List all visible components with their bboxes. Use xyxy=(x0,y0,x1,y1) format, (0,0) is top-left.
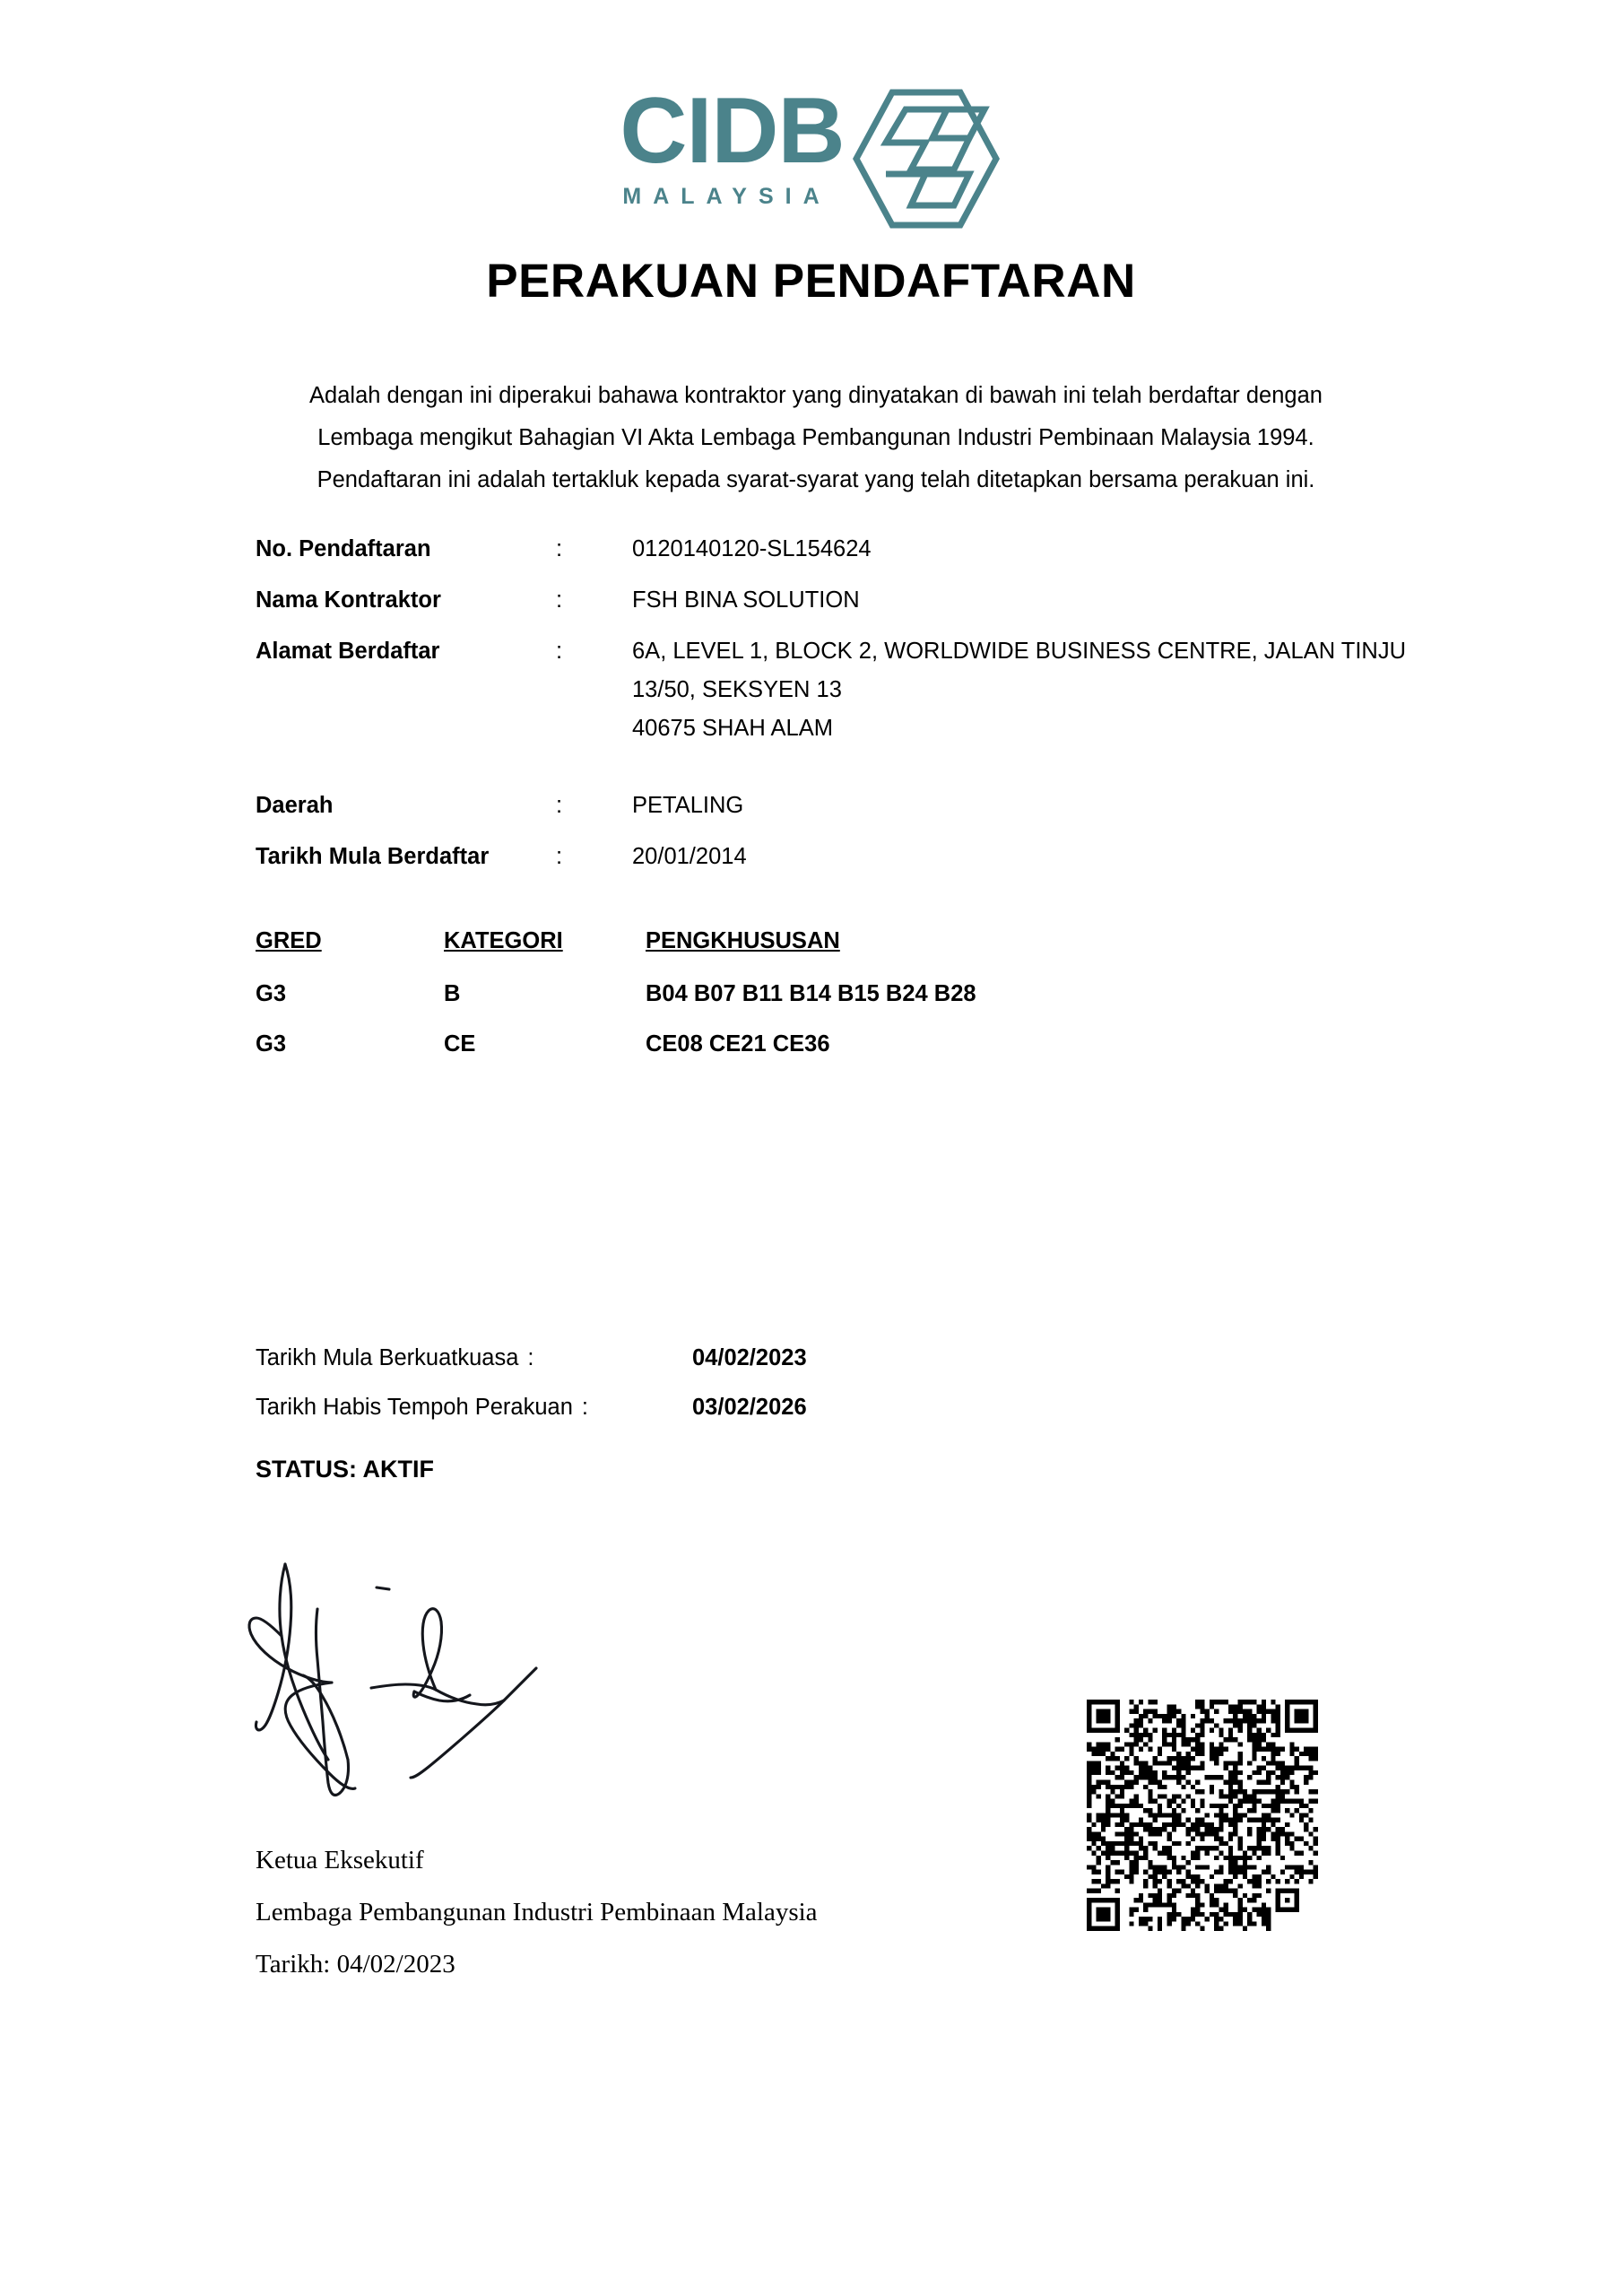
table-header-row xyxy=(256,928,1152,981)
label-registered-address: Alamat Berdaftar xyxy=(256,639,440,664)
field-row-effective-date xyxy=(256,1345,1242,1371)
qr-code-image xyxy=(1087,1700,1318,1931)
field-row-registration-start-date xyxy=(256,841,1448,872)
address-line-1: 6A, LEVEL 1, BLOCK 2, WORLDWIDE BUSINESS CENTRE, JALAN TINJU xyxy=(632,639,1406,664)
intro-line-1: Adalah dengan ini diperakui bahawa kontraktor yang dinyatakan di bawah ini telah berdaftar dengan xyxy=(309,383,1323,408)
colon-registered-address: : xyxy=(556,639,563,664)
status-badge: STATUS: AKTIF xyxy=(256,1456,434,1483)
address-line-2: 13/50, SEKSYEN 13 xyxy=(632,677,842,702)
logo-wordmark: CIDB xyxy=(620,79,845,183)
cell-pengkhususan: CE08 CE21 CE36 xyxy=(646,1031,830,1057)
colon-contractor-name: : xyxy=(556,587,563,613)
column-header-kategori: KATEGORI xyxy=(444,928,563,953)
column-header-gred: GRED xyxy=(256,928,322,953)
cell-gred: G3 xyxy=(256,1031,287,1057)
cidb-hexagon-h-icon xyxy=(850,87,1002,235)
cell-kategori: CE xyxy=(444,1031,476,1057)
cidb-logo xyxy=(0,79,1622,235)
signatory-block xyxy=(256,1834,818,1990)
cell-pengkhususan: B04 B07 B11 B14 B15 B24 B28 xyxy=(646,981,976,1006)
colon-district: : xyxy=(556,793,563,818)
table-row xyxy=(256,1031,1152,1082)
validity-section xyxy=(256,1345,1242,1444)
value-registration-no: 0120140120-SL154624 xyxy=(632,536,872,561)
logo-subtitle: MALAYSIA xyxy=(622,183,831,209)
field-row-expiry-date xyxy=(256,1395,1242,1421)
colon-effective-date: : xyxy=(527,1345,534,1370)
page-title: PERAKUAN PENDAFTARAN xyxy=(486,255,1136,308)
colon-registration-no: : xyxy=(556,536,563,561)
cell-gred: G3 xyxy=(256,981,287,1006)
field-spacer xyxy=(256,772,1448,790)
label-district: Daerah xyxy=(256,793,334,818)
label-registration-start-date: Tarikh Mula Berdaftar xyxy=(256,844,490,869)
table-row xyxy=(256,981,1152,1031)
label-registration-no: No. Pendaftaran xyxy=(256,536,431,561)
intro-line-2: Lembaga mengikut Bahagian VI Akta Lembaga Pembangunan Industri Pembinaan Malaysia 1994. xyxy=(317,425,1314,450)
field-row-contractor-name xyxy=(256,585,1448,615)
address-line-3: 40675 SHAH ALAM xyxy=(632,716,833,741)
value-district: PETALING xyxy=(632,793,744,818)
value-effective-date: 04/02/2023 xyxy=(692,1345,807,1370)
column-header-pengkhususan: PENGKHUSUSAN xyxy=(646,928,840,953)
signatory-position: Ketua Eksekutif xyxy=(256,1846,424,1874)
label-contractor-name: Nama Kontraktor xyxy=(256,587,441,613)
label-effective-date: Tarikh Mula Berkuatkuasa xyxy=(256,1345,519,1370)
signatory-organisation: Lembaga Pembangunan Industri Pembinaan Malaysia xyxy=(256,1898,818,1926)
intro-line-3: Pendaftaran ini adalah tertakluk kepada syarat-syarat yang telah ditetapkan bersama perakuan ini. xyxy=(317,467,1315,492)
signatory-date: Tarikh: 04/02/2023 xyxy=(256,1950,455,1979)
field-row-district xyxy=(256,790,1448,821)
grade-table xyxy=(256,928,1152,1082)
value-registered-address xyxy=(632,636,1448,752)
value-expiry-date: 03/02/2026 xyxy=(692,1395,807,1420)
signature-mark xyxy=(235,1525,558,1821)
registration-details xyxy=(256,534,1448,892)
verification-qr-code xyxy=(1087,1700,1318,1931)
cell-kategori: B xyxy=(444,981,461,1006)
intro-paragraph xyxy=(260,375,1372,501)
value-contractor-name: FSH BINA SOLUTION xyxy=(632,587,860,613)
label-expiry-date: Tarikh Habis Tempoh Perakuan xyxy=(256,1395,573,1420)
colon-registration-start-date: : xyxy=(556,844,563,869)
field-row-registration-no xyxy=(256,534,1448,564)
field-row-registered-address xyxy=(256,636,1448,752)
value-registration-start-date: 20/01/2014 xyxy=(632,844,747,869)
colon-expiry-date: : xyxy=(581,1395,588,1420)
